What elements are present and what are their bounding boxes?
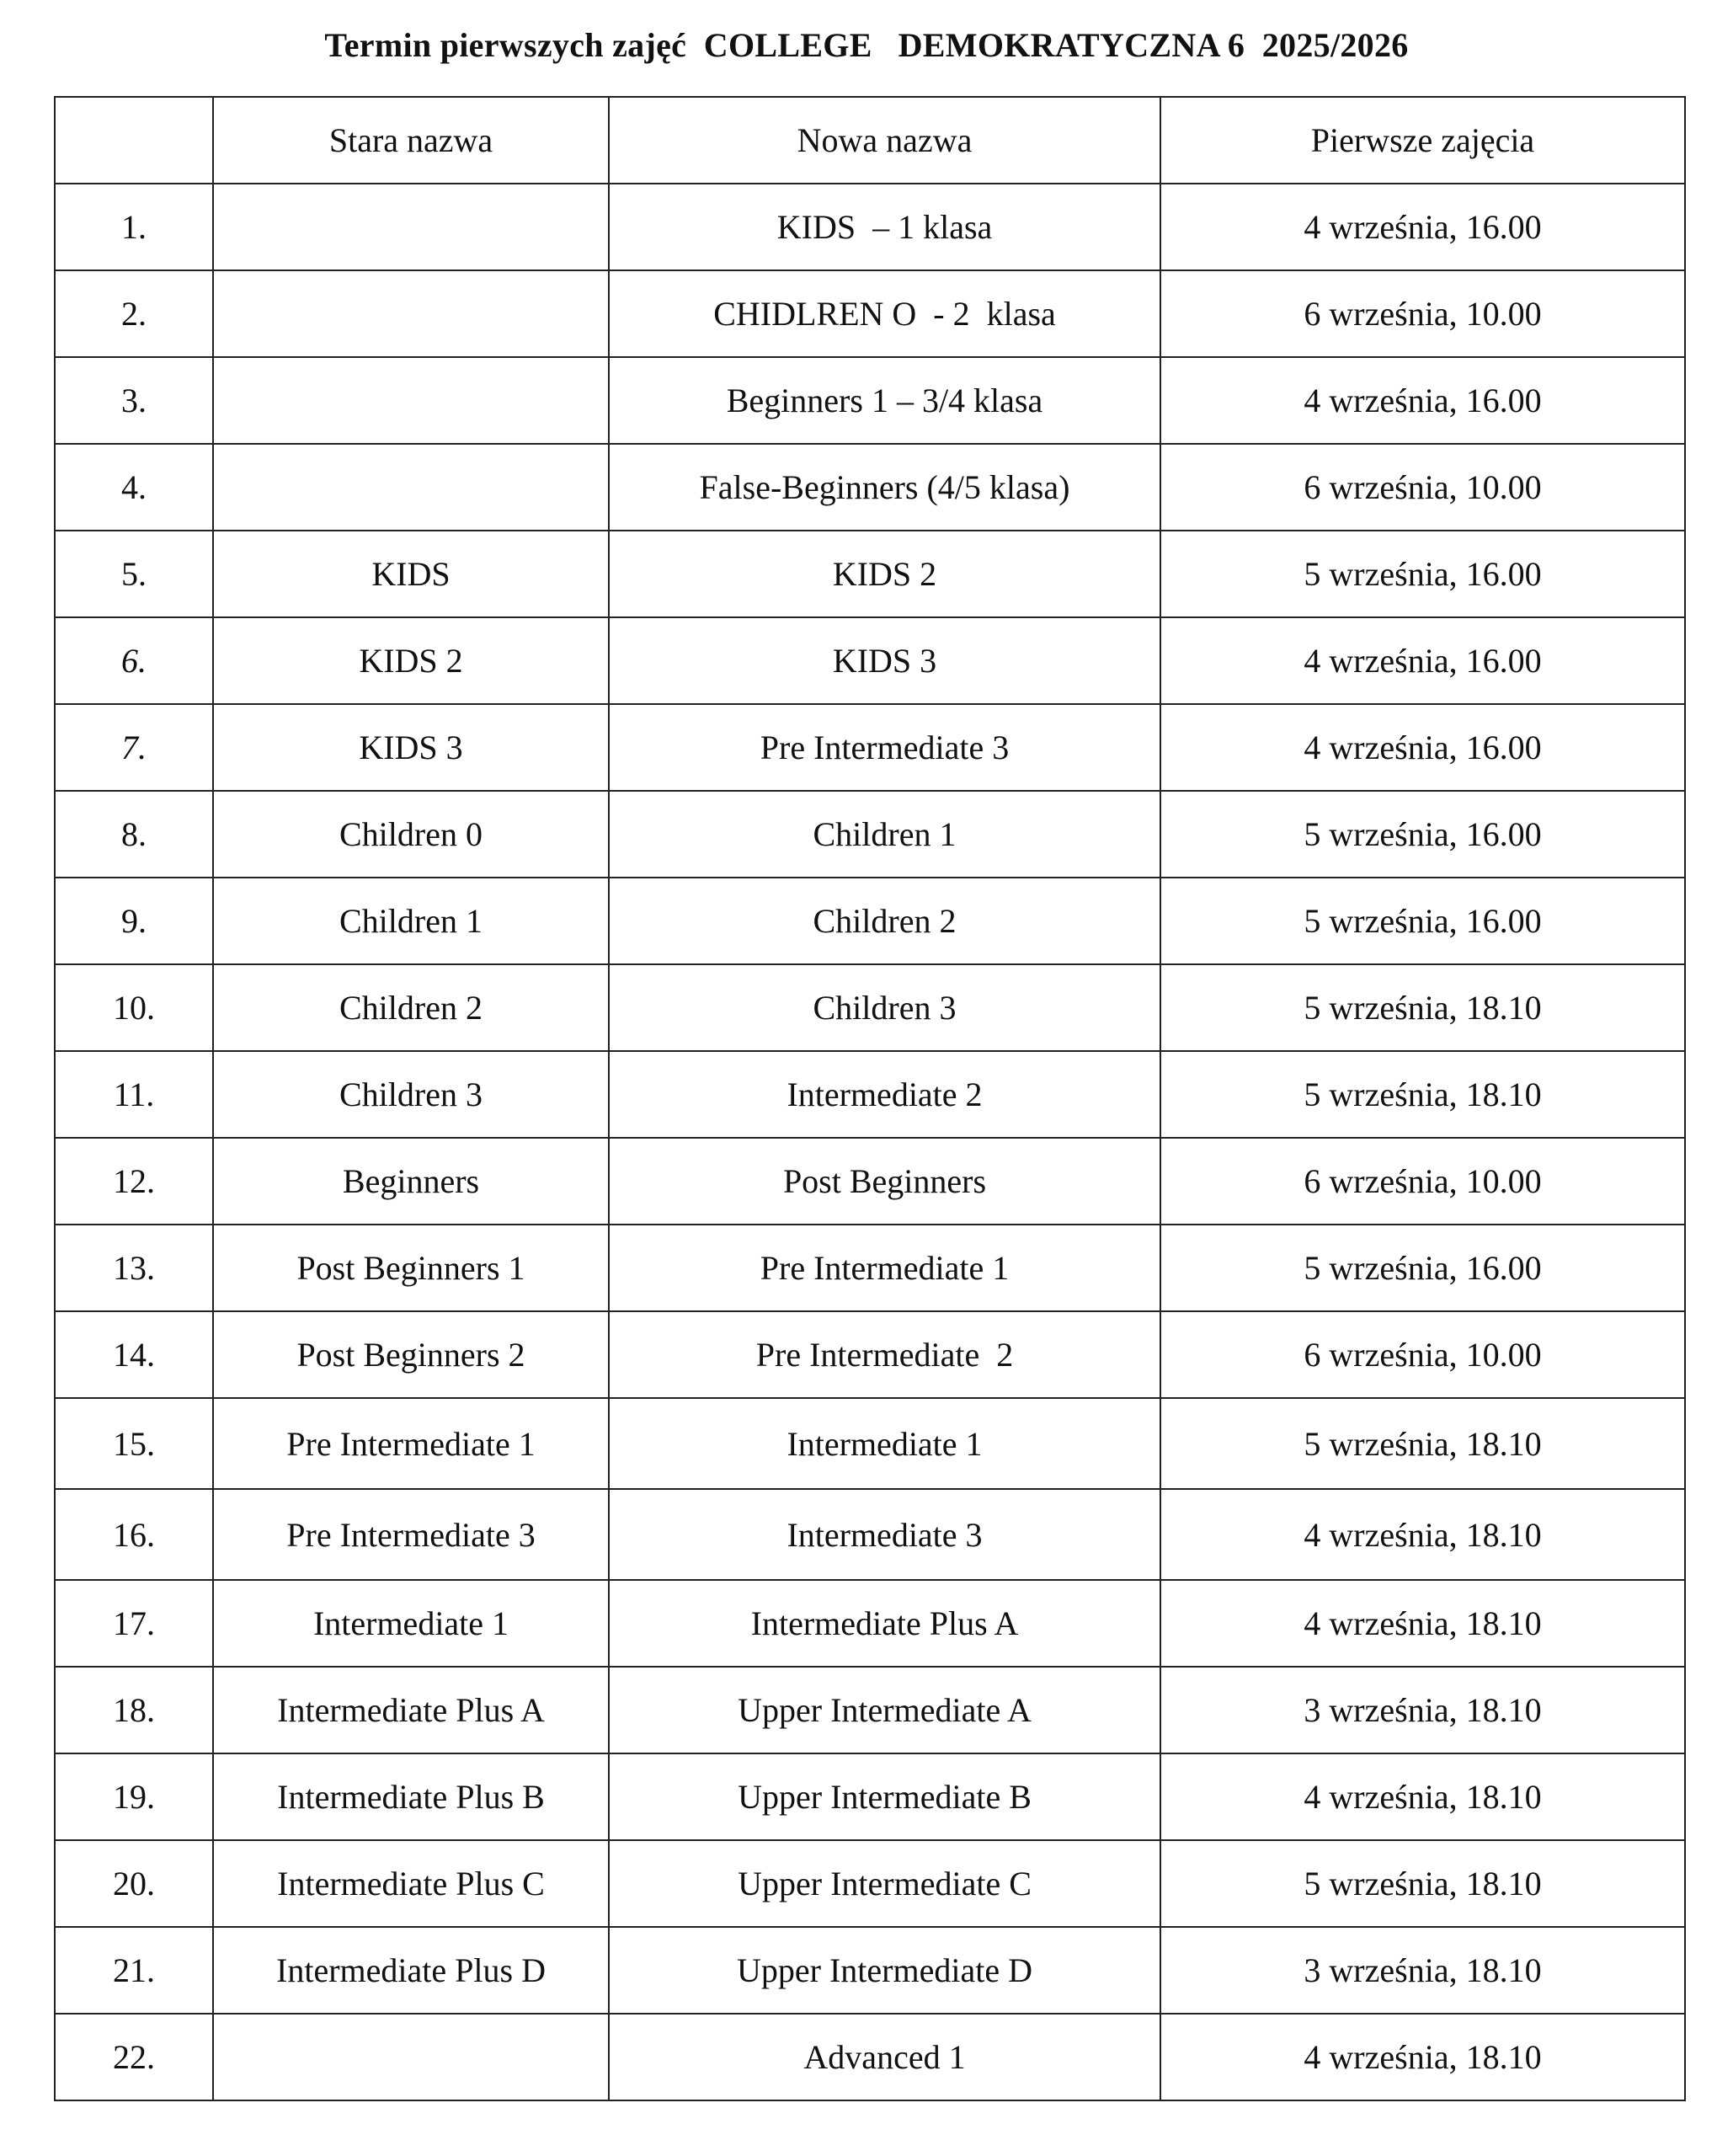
row-old-name: Intermediate Plus C [213, 1840, 609, 1927]
row-first-class: 5 września, 16.00 [1160, 791, 1685, 878]
table-row [55, 1753, 1685, 1840]
table-row [55, 444, 1685, 531]
row-new-name: False-Beginners (4/5 klasa) [609, 444, 1160, 531]
table-row [55, 964, 1685, 1051]
row-number: 11. [55, 1051, 213, 1138]
document-title: Termin pierwszych zajęć COLLEGE DEMOKRATYCZNA 6 2025/2026 [324, 26, 1409, 64]
row-first-class: 5 września, 18.10 [1160, 1398, 1685, 1489]
row-first-class: 4 września, 16.00 [1160, 704, 1685, 791]
row-number: 6. [55, 617, 213, 704]
row-number: 12. [55, 1138, 213, 1225]
row-number: 15. [55, 1398, 213, 1489]
row-first-class: 6 września, 10.00 [1160, 1311, 1685, 1398]
table-row [55, 617, 1685, 704]
row-new-name: Children 3 [609, 964, 1160, 1051]
row-first-class: 4 września, 16.00 [1160, 184, 1685, 270]
row-number: 7. [55, 704, 213, 791]
row-new-name: Beginners 1 – 3/4 klasa [609, 357, 1160, 444]
row-first-class: 6 września, 10.00 [1160, 444, 1685, 531]
row-old-name: Children 2 [213, 964, 609, 1051]
header-old-name: Stara nazwa [213, 97, 609, 184]
row-number: 14. [55, 1311, 213, 1398]
row-old-name: Intermediate Plus A [213, 1667, 609, 1753]
table-row [55, 1138, 1685, 1225]
header-new-name: Nowa nazwa [609, 97, 1160, 184]
row-new-name: Intermediate 3 [609, 1489, 1160, 1580]
row-number: 16. [55, 1489, 213, 1580]
row-old-name: Intermediate 1 [213, 1580, 609, 1667]
row-number: 22. [55, 2014, 213, 2100]
row-new-name: Pre Intermediate 2 [609, 1311, 1160, 1398]
row-old-name: KIDS 3 [213, 704, 609, 791]
table-row [55, 184, 1685, 270]
row-old-name [213, 444, 609, 531]
row-old-name: Pre Intermediate 1 [213, 1398, 609, 1489]
row-number: 5. [55, 531, 213, 617]
table-row [55, 1489, 1685, 1580]
row-new-name: Upper Intermediate C [609, 1840, 1160, 1927]
header-first-class: Pierwsze zajęcia [1160, 97, 1685, 184]
row-new-name: KIDS 2 [609, 531, 1160, 617]
table-row [55, 1051, 1685, 1138]
row-first-class: 5 września, 16.00 [1160, 531, 1685, 617]
row-new-name: KIDS – 1 klasa [609, 184, 1160, 270]
table-row [55, 531, 1685, 617]
table-row [55, 1398, 1685, 1489]
row-new-name: CHIDLREN O - 2 klasa [609, 270, 1160, 357]
row-first-class: 4 września, 18.10 [1160, 1489, 1685, 1580]
row-number: 21. [55, 1927, 213, 2014]
row-number: 19. [55, 1753, 213, 1840]
table-row [55, 1667, 1685, 1753]
schedule-table [54, 96, 1686, 2101]
row-old-name [213, 357, 609, 444]
table-row [55, 878, 1685, 964]
row-first-class: 3 września, 18.10 [1160, 1927, 1685, 2014]
table-row [55, 357, 1685, 444]
table-row [55, 791, 1685, 878]
row-first-class: 5 września, 16.00 [1160, 1225, 1685, 1311]
row-first-class: 3 września, 18.10 [1160, 1667, 1685, 1753]
row-old-name: KIDS 2 [213, 617, 609, 704]
table-row [55, 2014, 1685, 2100]
row-old-name: Children 3 [213, 1051, 609, 1138]
table-row [55, 270, 1685, 357]
table-row [55, 704, 1685, 791]
row-new-name: Advanced 1 [609, 2014, 1160, 2100]
row-new-name: Upper Intermediate A [609, 1667, 1160, 1753]
table-row [55, 1580, 1685, 1667]
row-new-name: Pre Intermediate 3 [609, 704, 1160, 791]
row-old-name: Children 0 [213, 791, 609, 878]
row-number: 17. [55, 1580, 213, 1667]
row-number: 2. [55, 270, 213, 357]
row-first-class: 4 września, 16.00 [1160, 357, 1685, 444]
row-first-class: 4 września, 18.10 [1160, 1580, 1685, 1667]
table-row [55, 1311, 1685, 1398]
row-new-name: Intermediate 1 [609, 1398, 1160, 1489]
row-old-name [213, 270, 609, 357]
row-first-class: 6 września, 10.00 [1160, 270, 1685, 357]
table-row [55, 1225, 1685, 1311]
row-number: 10. [55, 964, 213, 1051]
row-new-name: Upper Intermediate D [609, 1927, 1160, 2014]
row-new-name: Upper Intermediate B [609, 1753, 1160, 1840]
row-new-name: Post Beginners [609, 1138, 1160, 1225]
row-number: 3. [55, 357, 213, 444]
row-number: 8. [55, 791, 213, 878]
row-old-name: Children 1 [213, 878, 609, 964]
row-old-name: KIDS [213, 531, 609, 617]
row-new-name: KIDS 3 [609, 617, 1160, 704]
row-old-name [213, 2014, 609, 2100]
row-old-name: Intermediate Plus D [213, 1927, 609, 2014]
row-old-name: Pre Intermediate 3 [213, 1489, 609, 1580]
row-number: 20. [55, 1840, 213, 1927]
table-row [55, 1840, 1685, 1927]
row-new-name: Children 2 [609, 878, 1160, 964]
row-first-class: 4 września, 18.10 [1160, 2014, 1685, 2100]
row-first-class: 5 września, 16.00 [1160, 878, 1685, 964]
row-new-name: Intermediate Plus A [609, 1580, 1160, 1667]
row-first-class: 4 września, 16.00 [1160, 617, 1685, 704]
row-old-name: Beginners [213, 1138, 609, 1225]
row-old-name: Post Beginners 1 [213, 1225, 609, 1311]
row-old-name: Post Beginners 2 [213, 1311, 609, 1398]
row-new-name: Pre Intermediate 1 [609, 1225, 1160, 1311]
table-header-row [55, 97, 1685, 184]
row-new-name: Children 1 [609, 791, 1160, 878]
row-number: 9. [55, 878, 213, 964]
row-old-name: Intermediate Plus B [213, 1753, 609, 1840]
row-old-name [213, 184, 609, 270]
header-number [55, 97, 213, 184]
row-number: 4. [55, 444, 213, 531]
row-first-class: 5 września, 18.10 [1160, 964, 1685, 1051]
row-first-class: 5 września, 18.10 [1160, 1051, 1685, 1138]
row-new-name: Intermediate 2 [609, 1051, 1160, 1138]
table-row [55, 1927, 1685, 2014]
row-first-class: 4 września, 18.10 [1160, 1753, 1685, 1840]
row-number: 13. [55, 1225, 213, 1311]
row-number: 1. [55, 184, 213, 270]
row-number: 18. [55, 1667, 213, 1753]
row-first-class: 6 września, 10.00 [1160, 1138, 1685, 1225]
row-first-class: 5 września, 18.10 [1160, 1840, 1685, 1927]
